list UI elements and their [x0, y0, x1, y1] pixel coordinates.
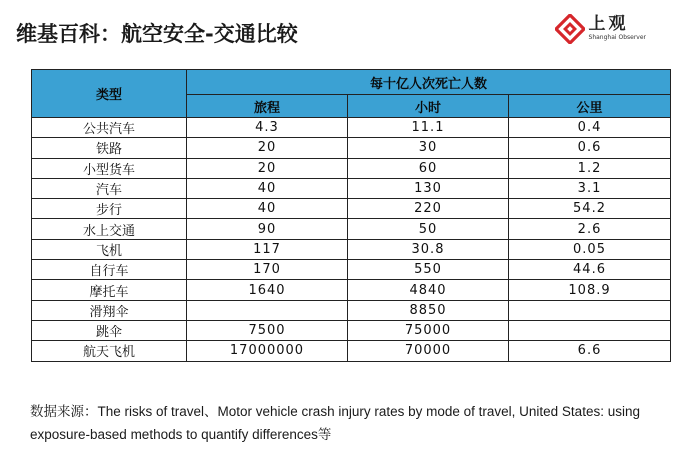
cell-km: 0.6 [509, 138, 671, 158]
cell-type: 航天飞机 [32, 341, 187, 361]
cell-hour: 70000 [348, 341, 509, 361]
cell-type: 跳伞 [32, 320, 187, 340]
cell-journey: 90 [187, 219, 348, 239]
page-title: 维基百科：航空安全-交通比较 [16, 22, 298, 46]
table-row [32, 138, 671, 158]
cell-km [509, 300, 671, 320]
cell-km: 54.2 [509, 199, 671, 219]
cell-hour: 75000 [348, 320, 509, 340]
table-row [32, 199, 671, 219]
cell-journey: 117 [187, 239, 348, 259]
cell-hour: 50 [348, 219, 509, 239]
cell-journey: 7500 [187, 320, 348, 340]
cell-type: 水上交通 [32, 219, 187, 239]
cell-km: 3.1 [509, 178, 671, 198]
header-hour: 小时 [348, 95, 509, 118]
cell-journey: 20 [187, 158, 348, 178]
cell-journey [187, 300, 348, 320]
cell-type: 摩托车 [32, 280, 187, 300]
table-row [32, 219, 671, 239]
cell-hour: 30 [348, 138, 509, 158]
cell-type: 汽车 [32, 178, 187, 198]
cell-type: 公共汽车 [32, 118, 187, 138]
cell-hour: 550 [348, 260, 509, 280]
cell-km: 6.6 [509, 341, 671, 361]
cell-hour: 60 [348, 158, 509, 178]
cell-km [509, 320, 671, 340]
cell-km: 1.2 [509, 158, 671, 178]
cell-journey: 40 [187, 199, 348, 219]
cell-type: 滑翔伞 [32, 300, 187, 320]
table-row [32, 178, 671, 198]
logo-english-text: Shanghai Observer [588, 34, 646, 41]
cell-type: 小型货车 [32, 158, 187, 178]
cell-hour: 30.8 [348, 239, 509, 259]
header-km: 公里 [509, 95, 671, 118]
header-journey: 旅程 [187, 95, 348, 118]
cell-km: 0.4 [509, 118, 671, 138]
cell-journey: 170 [187, 260, 348, 280]
header-deaths-per-billion: 每十亿人次死亡人数 [187, 70, 671, 95]
shanghai-observer-logo-icon [555, 14, 585, 44]
shanghai-observer-logo [555, 14, 646, 44]
cell-hour: 8850 [348, 300, 509, 320]
table-row [32, 260, 671, 280]
cell-journey: 17000000 [187, 341, 348, 361]
cell-journey: 40 [187, 178, 348, 198]
safety-comparison-table [31, 69, 671, 362]
cell-type: 步行 [32, 199, 187, 219]
table-row [32, 118, 671, 138]
cell-type: 铁路 [32, 138, 187, 158]
table-row [32, 158, 671, 178]
cell-km: 44.6 [509, 260, 671, 280]
cell-journey: 20 [187, 138, 348, 158]
table-row [32, 320, 671, 340]
header-type: 类型 [32, 70, 187, 118]
cell-km: 108.9 [509, 280, 671, 300]
table-row [32, 300, 671, 320]
cell-hour: 220 [348, 199, 509, 219]
cell-journey: 1640 [187, 280, 348, 300]
cell-hour: 11.1 [348, 118, 509, 138]
cell-km: 0.05 [509, 239, 671, 259]
cell-type: 飞机 [32, 239, 187, 259]
cell-journey: 4.3 [187, 118, 348, 138]
cell-type: 自行车 [32, 260, 187, 280]
cell-hour: 130 [348, 178, 509, 198]
table-row [32, 280, 671, 300]
table-row [32, 341, 671, 361]
table-row [32, 239, 671, 259]
logo-chinese-text: 上观 [588, 14, 629, 34]
cell-hour: 4840 [348, 280, 509, 300]
cell-km: 2.6 [509, 219, 671, 239]
source-note: 数据来源：The risks of travel、Motor vehicle crash injury rates by mode of travel, United States: using exposure-based methods to quantify differences等 [30, 404, 640, 442]
